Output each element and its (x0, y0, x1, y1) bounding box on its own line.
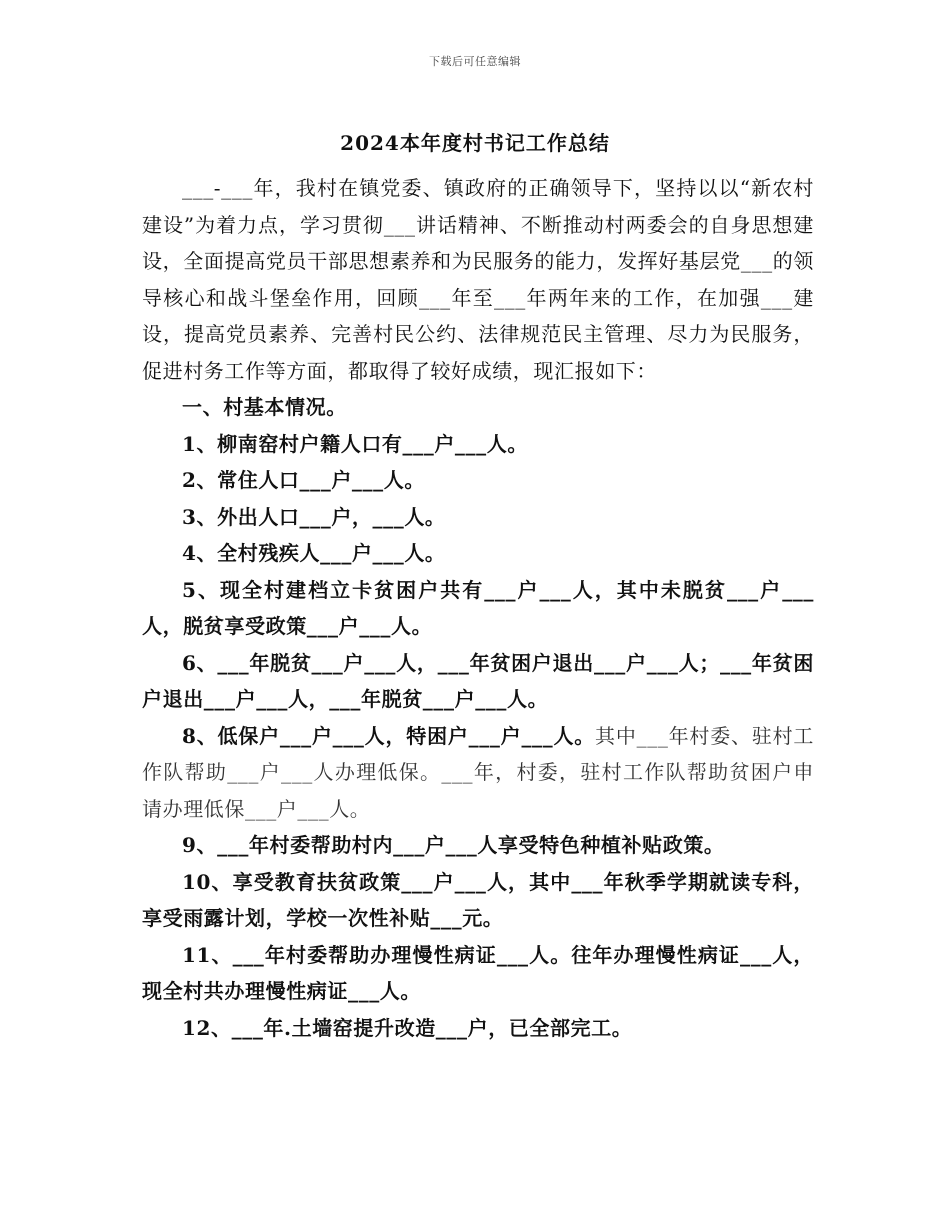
list-item: 9、___年村委帮助村内___户___人享受特色种植补贴政策。 (182, 833, 725, 857)
document-body (142, 170, 814, 1046)
list-item: 3、外出人口___户，___人。 (182, 504, 446, 529)
list-item-8-normal: 其中___年村委、驻村工作队帮助___户___人办理低保。___年，村委，驻村工作队帮助贫困户申请办理低保___户___人。 (142, 723, 815, 821)
list-item: 4、全村残疾人___户___人。 (182, 541, 446, 565)
list-item: 2、常住人口___户___人。 (182, 468, 425, 492)
list-item: 1、柳南窑村户籍人口有___户___人。 (182, 431, 528, 456)
intro-paragraph: ___-___年，我村在镇党委、镇政府的正确领导下，坚持以以“新农村建设”为着力点，学习贯彻___讲话精神、不断推动村两委会的自身思想建设，全面提高党员干部思想素养和为民服务的能力，发挥好基层党___的领导核心和战斗堡垒作用，回顾___年至___年两年来的工作，在加强___建设，提高党员素养、完善村民公约、法律规范民主管理、尽力为民服务，促进村务工作等方面，都取得了较好成绩，现汇报如下： (142, 176, 814, 383)
list-item: 5、现全村建档立卡贫困户共有___户___人，其中未脱贫___户___人，脱贫享受政策___户___人。 (142, 577, 814, 638)
section-heading-basic-info: 一、村基本情况。 (182, 395, 347, 419)
list-item-8 (142, 718, 814, 828)
list-item: 12、___年.土墙窑提升改造___户，已全部完工。 (182, 1015, 633, 1040)
list-item: 6、___年脱贫___户___人，___年贫困户退出___户___人；___年贫困户退出___户___人，___年脱贫___户___人。 (142, 650, 814, 711)
page-title: 2024本年度村书记工作总结 (340, 131, 610, 155)
list-item: 10、享受教育扶贫政策___户___人，其中___年秋季学期就读专科，享受雨露计划，学校一次性补贴___元。 (142, 869, 814, 930)
list-item: 11、___年村委帮助办理慢性病证___人。往年办理慢性病证___人，现全村共办理慢性病证___人。 (142, 942, 814, 1003)
list-item-8-bold: 8、低保户___户___人，特困户___户___人。 (182, 723, 596, 748)
header-note: 下载后可任意编辑 (429, 55, 521, 68)
